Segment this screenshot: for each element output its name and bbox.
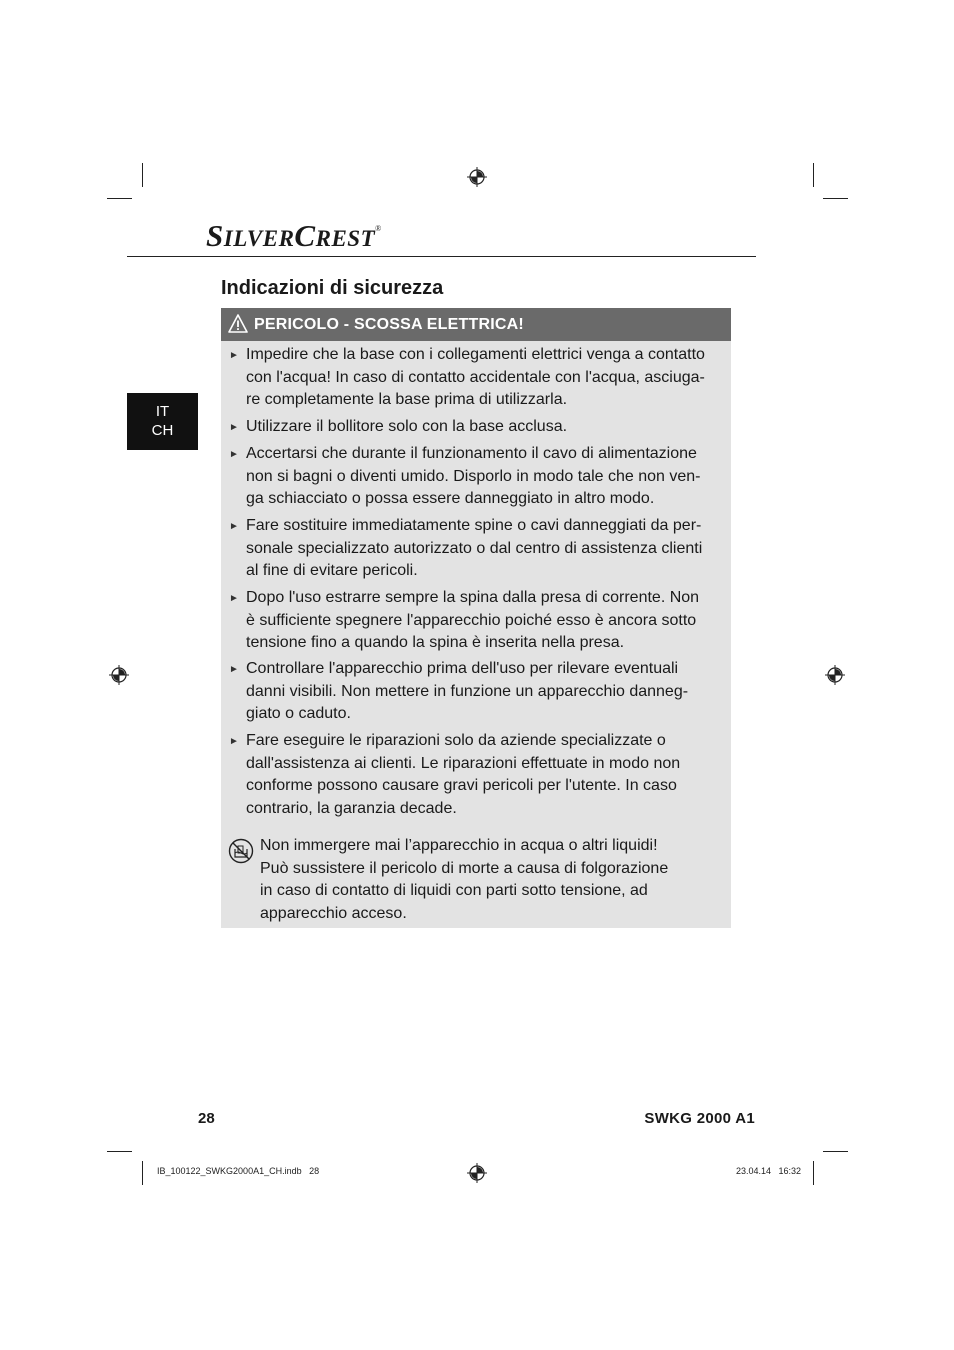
bullet-arrow-icon: ► (229, 449, 239, 460)
warning-triangle-icon (228, 314, 248, 333)
warning-header (221, 308, 731, 341)
no-immersion-icon (228, 838, 254, 864)
crop-mark (823, 1151, 848, 1152)
registration-mark-icon (467, 1163, 487, 1183)
registration-mark-icon (825, 665, 845, 685)
logo-letters: REST (315, 226, 376, 251)
logo-letter: S (206, 218, 224, 253)
list-item-text: Impedire che la base con i collegamenti elettrici venga a contatto con l'acqua! In caso di contatto accidentale con l'acqua, asciuga- re completamente la base prima di utilizzarla. (246, 346, 705, 408)
registration-mark-icon (109, 665, 129, 685)
print-slug-file: IB_100122_SWKG2000A1_CH.indb 28 (157, 1166, 320, 1176)
list-item-text: Fare sostituire immediatamente spine o cavi danneggiati da per- sonale specializzato autorizzato o dal centro di assistenza clienti al fine di evitare pericoli. (246, 517, 703, 579)
bullet-arrow-icon: ► (229, 350, 239, 361)
header-rule (127, 256, 756, 257)
logo-letter: C (294, 218, 316, 253)
bullet-arrow-icon: ► (229, 664, 239, 675)
list-item-text: Fare eseguire le riparazioni solo da aziende specializzate o dall'assistenza ai clienti. Le riparazioni effettuate in modo non conforme possono causare gravi pericoli per l'utente. In caso contrario, la garanzia decade. (246, 732, 681, 817)
silvercrest-logo (206, 218, 382, 254)
logo-letters: ILVER (223, 226, 295, 251)
bullet-arrow-icon: ► (229, 736, 239, 747)
country-code: CH (151, 422, 174, 439)
list-item-text: Utilizzare il bollitore solo con la base acclusa. (246, 418, 568, 435)
bullet-arrow-icon: ► (229, 422, 239, 433)
language-code: IT (155, 403, 170, 420)
list-item-text: Accertarsi che durante il funzionamento il cavo di alimentazione non si bagni o diventi umido. Disporlo in modo tale che non ven- ga schiacciato o possa essere danneggiato in altro modo. (246, 445, 701, 507)
print-slug-datetime: 23.04.14 16:32 (736, 1166, 802, 1176)
bullet-arrow-icon: ► (229, 593, 239, 604)
language-tab (127, 393, 198, 450)
crop-mark (107, 1151, 132, 1152)
crop-mark (813, 1161, 814, 1185)
page-title: Indicazioni di sicurezza (221, 277, 444, 299)
crop-mark (142, 1161, 143, 1185)
page-number: 28 (198, 1110, 215, 1127)
crop-mark (142, 163, 143, 187)
immersion-warning-text: Non immergere mai l’apparecchio in acqua o altri liquidi! Può sussistere il pericolo di morte a causa di folgorazione in caso di contatto di liquidi con parti sotto tensione, ad apparecchio acceso. (260, 837, 669, 922)
list-item-text: Dopo l'uso estrarre sempre la spina dalla presa di corrente. Non è sufficiente spegnere l'apparecchio poiché esso è ancora sotto tensione fino a quando la spina è inserita nella presa. (246, 589, 700, 651)
warning-box (221, 308, 731, 928)
registered-mark: ® (375, 224, 382, 233)
warning-title: PERICOLO - SCOSSA ELETTRICA! (254, 316, 524, 333)
crop-mark (107, 198, 132, 199)
crop-mark (813, 163, 814, 187)
model-number: SWKG 2000 A1 (644, 1110, 755, 1127)
list-item-text: Controllare l'apparecchio prima dell'uso per rilevare eventuali danni visibili. Non mettere in funzione un apparecchio danneg- giato o caduto. (246, 660, 689, 722)
crop-mark (823, 198, 848, 199)
bullet-arrow-icon: ► (229, 521, 239, 532)
registration-mark-icon (467, 167, 487, 187)
